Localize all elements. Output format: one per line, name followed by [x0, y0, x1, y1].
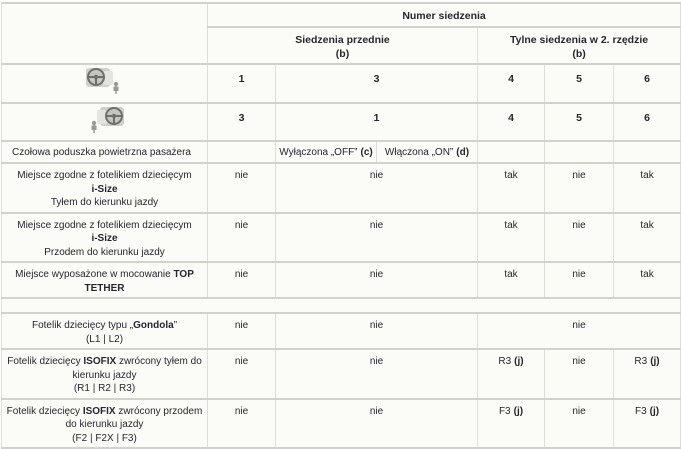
- lhd-icon-cell: [2, 64, 208, 103]
- isofix-rearward-seat3: nie: [276, 349, 478, 399]
- lhd-seat6: 6: [614, 64, 681, 103]
- right-hand-drive-icon: [83, 106, 127, 139]
- isize-rearward-line3: Tyłem do kierunku jazdy: [50, 197, 159, 209]
- gondola-label-post: ”: [173, 320, 178, 332]
- seat-position-table: [1, 2, 681, 449]
- isize-rearward-seat6: tak: [614, 163, 681, 213]
- spacer-row: [2, 298, 681, 313]
- table-row: [2, 64, 681, 103]
- isize-rearward-line2: i-Size: [91, 183, 118, 195]
- airbag-label: Czołowa poduszka powietrzna pasażera: [2, 141, 208, 163]
- isize-forward-line2: i-Size: [91, 233, 118, 245]
- isofix-forward-seat6-value: F3: [634, 405, 647, 417]
- table-row: [2, 103, 681, 142]
- isize-rearward-seat5: nie: [545, 163, 614, 213]
- left-hand-drive-icon: [83, 67, 127, 100]
- isofix-forward-seat3: nie: [276, 399, 478, 449]
- isize-rearward-seat3: nie: [276, 163, 478, 213]
- gondola-label: [2, 313, 208, 349]
- rear-seats-label: Tylne siedzenia w 2. rzędzie: [509, 34, 649, 46]
- header-rear-seats: [478, 27, 681, 64]
- isofix-rearward-seat1: nie: [208, 349, 276, 399]
- gondola-label-pre: Fotelik dziecięcy typu „: [31, 320, 134, 332]
- airbag-seat4-cell: [478, 141, 545, 163]
- header-corner-cell: [2, 3, 208, 64]
- isize-rearward-label: [2, 163, 208, 213]
- table-row: [2, 3, 681, 27]
- isofix-forward-label-bold: ISOFIX: [82, 405, 116, 417]
- rhd-seat6: 6: [614, 103, 681, 142]
- isofix-forward-seat4: [478, 399, 545, 449]
- isofix-forward-seat4-note: (j): [513, 405, 524, 417]
- airbag-on-text: Włączona „ON”: [384, 146, 454, 158]
- airbag-off-note: (c): [360, 146, 373, 158]
- spacer-cell: [2, 298, 681, 313]
- isofix-rearward-label-pre: Fotelik dziecięcy: [7, 356, 84, 368]
- isofix-forward-label-pre: Fotelik dziecięcy: [6, 405, 83, 417]
- airbag-seat5-cell: [545, 141, 614, 163]
- isofix-forward-label-post: zwrócony przodem do kierunku jazdy: [65, 405, 203, 431]
- isize-forward-seat4: tak: [478, 213, 545, 263]
- isize-rearward-line1: Miejsce zgodne z fotelikiem dziecięcym: [17, 170, 192, 182]
- top-tether-label-pre: Miejsce wyposażone w mocowanie: [15, 269, 174, 281]
- gondola-label-bold: Gondola: [133, 320, 174, 332]
- isize-forward-line1: Miejsce zgodne z fotelikiem dziecięcym: [17, 219, 192, 231]
- header-seat-number: Numer siedzenia: [208, 3, 681, 27]
- table-row: [2, 141, 681, 163]
- airbag-seat6-cell: [614, 141, 681, 163]
- isofix-rearward-seat5: nie: [545, 349, 614, 399]
- lhd-seat1: 1: [208, 64, 276, 103]
- lhd-seat5: 5: [545, 64, 614, 103]
- isofix-rearward-seat4-value: R3: [498, 356, 512, 368]
- lhd-seat4: 4: [478, 64, 545, 103]
- front-seats-note: (b): [335, 48, 350, 61]
- isize-forward-seat6: tak: [614, 213, 681, 263]
- lhd-seat3: 3: [276, 64, 478, 103]
- isofix-rearward-seat6-note: (j): [650, 356, 660, 368]
- airbag-off-cell: [276, 141, 377, 163]
- isofix-forward-seat6-note: (j): [649, 405, 660, 417]
- isofix-forward-seat5: nie: [545, 399, 614, 449]
- table-row: [2, 262, 681, 298]
- isofix-rearward-label-post: zwrócony tyłem do kierunku jazdy: [72, 356, 202, 381]
- table-row: [2, 313, 681, 349]
- header-front-seats: [208, 27, 478, 64]
- isize-forward-line3: Przodem do kierunku jazdy: [44, 246, 165, 258]
- isize-forward-seat5: nie: [545, 213, 614, 263]
- gondola-rear: nie: [478, 313, 681, 349]
- rhd-icon-cell: [2, 103, 208, 142]
- gondola-seat3: nie: [276, 313, 478, 349]
- top-tether-seat6: tak: [614, 262, 681, 298]
- isofix-rearward-line2: (R1 | R2 | R3): [73, 383, 136, 395]
- airbag-on-cell: [377, 141, 478, 163]
- gondola-seat1: nie: [208, 313, 276, 349]
- isofix-rearward-seat6-value: R3: [634, 356, 648, 368]
- rhd-seat4: 4: [478, 103, 545, 142]
- top-tether-seat1: nie: [208, 262, 276, 298]
- isofix-rearward-label: [2, 349, 208, 399]
- isofix-forward-seat4-value: F3: [498, 405, 511, 417]
- table-row: [2, 349, 681, 399]
- top-tether-label: [2, 262, 208, 298]
- airbag-off-text: Wyłączona „OFF”: [279, 146, 358, 158]
- table-row: [2, 399, 681, 449]
- rhd-seat3: 1: [276, 103, 478, 142]
- rhd-seat1: 3: [208, 103, 276, 142]
- isize-rearward-seat4: tak: [478, 163, 545, 213]
- isofix-rearward-seat4: [478, 349, 545, 399]
- isize-forward-seat3: nie: [276, 213, 478, 263]
- isofix-rearward-seat4-note: (j): [514, 356, 524, 368]
- isize-forward-label: [2, 213, 208, 263]
- airbag-seat1-cell: [208, 141, 276, 163]
- top-tether-seat5: nie: [545, 262, 614, 298]
- front-seats-label: Siedzenia przednie: [295, 34, 390, 46]
- isofix-rearward-label-bold: ISOFIX: [83, 356, 117, 368]
- gondola-line2: (L1 | L2): [85, 333, 124, 345]
- top-tether-seat4: tak: [478, 262, 545, 298]
- isize-rearward-seat1: nie: [208, 163, 276, 213]
- table-row: [2, 213, 681, 263]
- isofix-forward-label: [2, 399, 208, 449]
- isofix-forward-line2: (F2 | F2X | F3): [72, 432, 137, 444]
- airbag-on-note: (d): [456, 146, 470, 158]
- isofix-rearward-seat6: [614, 349, 681, 399]
- isofix-forward-seat1: nie: [208, 399, 276, 449]
- top-tether-seat3: nie: [276, 262, 478, 298]
- isofix-forward-seat6: [614, 399, 681, 449]
- isize-forward-seat1: nie: [208, 213, 276, 263]
- rear-seats-note: (b): [572, 48, 586, 61]
- rhd-seat5: 5: [545, 103, 614, 142]
- top-tether-label-bold: TOP TETHER: [84, 269, 194, 294]
- table-row: [2, 163, 681, 213]
